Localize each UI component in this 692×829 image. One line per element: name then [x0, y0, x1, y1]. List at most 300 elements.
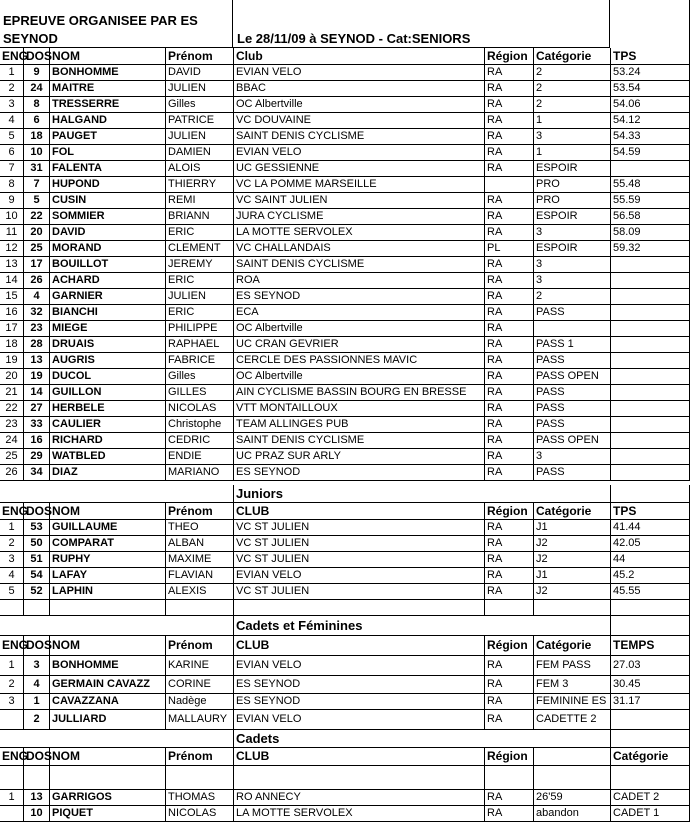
- result-row-herbele: [0, 401, 692, 417]
- section-title-row: [0, 730, 692, 748]
- column-header: Catégorie: [534, 48, 611, 65]
- column-header: NOM: [50, 48, 166, 65]
- cell-3: Gilles: [166, 97, 234, 113]
- result-row-cavazzana: [0, 694, 692, 710]
- cell-0: 18: [0, 337, 24, 353]
- cell-7: 56.58: [611, 209, 690, 225]
- cell-3: JULIEN: [166, 129, 234, 145]
- result-row-laphin: [0, 584, 692, 600]
- cell-5: RA: [485, 193, 534, 209]
- column-header: Prénom: [166, 503, 234, 520]
- cell-2: WATBLED: [50, 449, 166, 465]
- cell-3: THOMAS: [166, 790, 234, 806]
- cell-7: 54.06: [611, 97, 690, 113]
- cell-0: 22: [0, 401, 24, 417]
- column-header: ENG: [0, 748, 24, 766]
- cell-6: FEM PASS: [534, 656, 611, 676]
- result-row-augris: [0, 353, 692, 369]
- cell-6: J2: [534, 536, 611, 552]
- section-title: Juniors: [234, 485, 611, 503]
- cell-6: 3: [534, 129, 611, 145]
- cell-0: 19: [0, 353, 24, 369]
- cell-1: 22: [24, 209, 50, 225]
- cell-4: OC Albertville: [234, 321, 485, 337]
- cell-6: ESPOIR: [534, 209, 611, 225]
- cell-1: 13: [24, 353, 50, 369]
- cell-4: VC ST JULIEN: [234, 584, 485, 600]
- column-header: DOS: [24, 748, 50, 766]
- cell-0: [0, 710, 24, 730]
- column-header: Prénom: [166, 48, 234, 65]
- cell-2: GUILLON: [50, 385, 166, 401]
- empty-cell: [0, 600, 24, 616]
- result-row-bonhomme: [0, 65, 692, 81]
- cell-1: 19: [24, 369, 50, 385]
- empty-cell: [0, 616, 234, 636]
- cell-5: RA: [485, 209, 534, 225]
- cell-4: ES SEYNOD: [234, 676, 485, 694]
- cell-4: TEAM ALLINGES PUB: [234, 417, 485, 433]
- cell-2: LAPHIN: [50, 584, 166, 600]
- cell-2: FOL: [50, 145, 166, 161]
- cell-0: 2: [0, 676, 24, 694]
- cell-6: FEMININE ES: [534, 694, 611, 710]
- cell-3: CORINE: [166, 676, 234, 694]
- cell-3: CLEMENT: [166, 241, 234, 257]
- cell-4: EVIAN VELO: [234, 656, 485, 676]
- cell-2: MAITRE: [50, 81, 166, 97]
- cell-3: ALEXIS: [166, 584, 234, 600]
- cell-3: NICOLAS: [166, 401, 234, 417]
- cell-4: LA MOTTE SERVOLEX: [234, 225, 485, 241]
- cell-3: NICOLAS: [166, 806, 234, 822]
- cell-5: RA: [485, 129, 534, 145]
- cell-2: SOMMIER: [50, 209, 166, 225]
- cell-1: 52: [24, 584, 50, 600]
- cell-2: LAFAY: [50, 568, 166, 584]
- cell-3: JULIEN: [166, 289, 234, 305]
- cell-4: JURA CYCLISME: [234, 209, 485, 225]
- cell-5: PL: [485, 241, 534, 257]
- cell-3: THEO: [166, 520, 234, 536]
- column-header: DOS: [26, 504, 53, 518]
- cell-1: 16: [24, 433, 50, 449]
- cell-5: RA: [485, 584, 534, 600]
- cell-6: CADETTE 2: [534, 710, 611, 730]
- cell-5: RA: [485, 694, 534, 710]
- cell-6: PASS: [534, 465, 611, 481]
- organizer-line-2: SEYNOD: [3, 31, 58, 46]
- cell-7: [611, 385, 690, 401]
- cell-4: UC PRAZ SUR ARLY: [234, 449, 485, 465]
- result-row-garrigos: [0, 790, 692, 806]
- result-row-bonhomme: [0, 656, 692, 676]
- cell-6: PASS 1: [534, 337, 611, 353]
- cell-1: 33: [24, 417, 50, 433]
- cell-6: 2: [534, 97, 611, 113]
- cell-4: AIN CYCLISME BASSIN BOURG EN BRESSE: [234, 385, 485, 401]
- result-row-tresserre: [0, 97, 692, 113]
- cell-3: ERIC: [166, 225, 234, 241]
- result-row-bouillot: [0, 257, 692, 273]
- cell-7: [611, 353, 690, 369]
- cell-4: EVIAN VELO: [234, 710, 485, 730]
- cell-7: [611, 161, 690, 177]
- cell-6: J2: [534, 584, 611, 600]
- cell-7: [611, 417, 690, 433]
- cell-4: BBAC: [234, 81, 485, 97]
- cell-0: 15: [0, 289, 24, 305]
- result-row-halgand: [0, 113, 692, 129]
- cell-1: 5: [24, 193, 50, 209]
- cell-2: BOUILLOT: [50, 257, 166, 273]
- cell-1: 20: [24, 225, 50, 241]
- cell-0: 1: [0, 65, 24, 81]
- cell-6: 2: [534, 81, 611, 97]
- cell-3: ALOIS: [166, 161, 234, 177]
- cell-4: VC CHALLANDAIS: [234, 241, 485, 257]
- result-row-julliard: [0, 710, 692, 730]
- cell-6: [534, 321, 611, 337]
- empty-cell: [0, 730, 234, 748]
- result-row-germain-cavazz: [0, 676, 692, 694]
- empty-cell: [24, 766, 50, 790]
- header-row: [0, 636, 692, 656]
- cell-5: RA: [485, 97, 534, 113]
- cell-6: 2: [534, 65, 611, 81]
- cell-2: PAUGET: [50, 129, 166, 145]
- cell-2: CAVAZZANA: [50, 694, 166, 710]
- cell-7: CADET 1: [611, 806, 690, 822]
- result-row-guillaume: [0, 520, 692, 536]
- cell-7: [611, 401, 690, 417]
- cell-7: 55.59: [611, 193, 690, 209]
- column-header: Prénom: [166, 636, 234, 656]
- cell-0: 2: [0, 536, 24, 552]
- cell-6: PRO: [534, 177, 611, 193]
- column-header: Catégorie: [534, 503, 611, 520]
- cell-5: RA: [485, 465, 534, 481]
- cell-4: VC ST JULIEN: [234, 520, 485, 536]
- cell-4: OC Albertville: [234, 369, 485, 385]
- cell-3: BRIANN: [166, 209, 234, 225]
- result-row-cusin: [0, 193, 692, 209]
- cell-6: PASS OPEN: [534, 369, 611, 385]
- result-row-comparat: [0, 536, 692, 552]
- cell-3: PHILIPPE: [166, 321, 234, 337]
- empty-cell: [485, 766, 534, 790]
- cell-3: MALLAURY: [166, 710, 234, 730]
- cell-7: [611, 369, 690, 385]
- cell-1: 51: [24, 552, 50, 568]
- empty-cell: [0, 485, 234, 503]
- cell-1: 32: [24, 305, 50, 321]
- empty-cell: [166, 600, 234, 616]
- cell-2: BONHOMME: [50, 65, 166, 81]
- section-title: Cadets: [234, 730, 611, 748]
- empty-row: [0, 600, 692, 616]
- result-row-guillon: [0, 385, 692, 401]
- cell-1: 17: [24, 257, 50, 273]
- column-header: Région: [485, 748, 534, 766]
- cell-2: BONHOMME: [50, 656, 166, 676]
- cell-6: PASS: [534, 305, 611, 321]
- cell-0: [0, 806, 24, 822]
- cell-1: 28: [24, 337, 50, 353]
- cell-7: 58.09: [611, 225, 690, 241]
- header-row: [0, 503, 692, 520]
- empty-cell: [611, 600, 690, 616]
- cell-1: 6: [24, 113, 50, 129]
- result-row-piquet: [0, 806, 692, 822]
- empty-cell: [611, 485, 690, 503]
- cell-1: 8: [24, 97, 50, 113]
- cell-5: RA: [485, 273, 534, 289]
- cell-5: RA: [485, 385, 534, 401]
- cell-3: RAPHAEL: [166, 337, 234, 353]
- result-row-bianchi: [0, 305, 692, 321]
- cell-3: MAXIME: [166, 552, 234, 568]
- column-header: Prénom: [166, 748, 234, 766]
- cell-0: 5: [0, 129, 24, 145]
- cell-5: RA: [485, 401, 534, 417]
- empty-cell: [50, 766, 166, 790]
- empty-cell: [611, 730, 690, 748]
- cell-5: RA: [485, 321, 534, 337]
- cell-3: ENDIE: [166, 449, 234, 465]
- cell-3: ERIC: [166, 273, 234, 289]
- result-row-achard: [0, 273, 692, 289]
- cell-5: RA: [485, 552, 534, 568]
- cell-7: [611, 337, 690, 353]
- cell-4: ROA: [234, 273, 485, 289]
- column-header: Région: [485, 503, 534, 520]
- column-header: TEMPS: [611, 636, 690, 656]
- cell-6: 3: [534, 225, 611, 241]
- empty-cell: [485, 600, 534, 616]
- cell-7: [611, 321, 690, 337]
- cell-1: 29: [24, 449, 50, 465]
- cell-4: RO ANNECY: [234, 790, 485, 806]
- cell-3: Christophe: [166, 417, 234, 433]
- empty-cell: [534, 600, 611, 616]
- cell-0: 13: [0, 257, 24, 273]
- cell-0: 4: [0, 113, 24, 129]
- cell-3: Nadège: [166, 694, 234, 710]
- cell-1: 34: [24, 465, 50, 481]
- cell-0: 17: [0, 321, 24, 337]
- cell-5: RA: [485, 81, 534, 97]
- section-title-row: [0, 616, 692, 636]
- cell-5: RA: [485, 806, 534, 822]
- cell-2: DRUAIS: [50, 337, 166, 353]
- cell-5: RA: [485, 289, 534, 305]
- empty-cell: [611, 616, 690, 636]
- cell-2: HUPOND: [50, 177, 166, 193]
- cell-4: SAINT DENIS CYCLISME: [234, 129, 485, 145]
- result-row-lafay: [0, 568, 692, 584]
- cell-7: 59.32: [611, 241, 690, 257]
- cell-7: 54.59: [611, 145, 690, 161]
- cell-0: 8: [0, 177, 24, 193]
- cell-2: MIEGE: [50, 321, 166, 337]
- column-header: Catégorie: [611, 748, 690, 766]
- column-header: ENG: [2, 504, 29, 518]
- cell-7: [611, 305, 690, 321]
- cell-4: VC DOUVAINE: [234, 113, 485, 129]
- cell-6: J1: [534, 568, 611, 584]
- cell-7: 45.55: [611, 584, 690, 600]
- column-header: Région: [485, 636, 534, 656]
- cell-5: RA: [485, 353, 534, 369]
- cell-1: 9: [24, 65, 50, 81]
- cell-6: 1: [534, 145, 611, 161]
- cell-3: THIERRY: [166, 177, 234, 193]
- cell-7: 54.33: [611, 129, 690, 145]
- empty-cell: [534, 766, 611, 790]
- cell-1: 2: [24, 710, 50, 730]
- cell-6: 3: [534, 273, 611, 289]
- cell-5: RA: [485, 369, 534, 385]
- cell-4: ES SEYNOD: [234, 465, 485, 481]
- cell-4: ECA: [234, 305, 485, 321]
- cell-6: J1: [534, 520, 611, 536]
- column-header: Catégorie: [534, 636, 611, 656]
- cell-4: ES SEYNOD: [234, 289, 485, 305]
- cell-0: 21: [0, 385, 24, 401]
- empty-cell: [611, 766, 690, 790]
- cell-4: VC LA POMME MARSEILLE: [234, 177, 485, 193]
- cell-1: 4: [24, 676, 50, 694]
- cell-7: 55.48: [611, 177, 690, 193]
- cell-2: DUCOL: [50, 369, 166, 385]
- cell-0: 5: [0, 584, 24, 600]
- cell-2: GERMAIN CAVAZZ: [50, 676, 166, 694]
- cell-1: 26: [24, 273, 50, 289]
- result-row-maitre: [0, 81, 692, 97]
- cell-1: 24: [24, 81, 50, 97]
- cell-6: FEM 3: [534, 676, 611, 694]
- cell-4: EVIAN VELO: [234, 145, 485, 161]
- cell-4: VC SAINT JULIEN: [234, 193, 485, 209]
- cell-6: PASS: [534, 401, 611, 417]
- column-header: TPS: [611, 48, 690, 65]
- cell-1: 18: [24, 129, 50, 145]
- column-header: TPS: [611, 503, 690, 520]
- cell-0: 11: [0, 225, 24, 241]
- empty-cell: [50, 600, 166, 616]
- result-row-garnier: [0, 289, 692, 305]
- result-row-fol: [0, 145, 692, 161]
- cell-0: 12: [0, 241, 24, 257]
- cell-1: 23: [24, 321, 50, 337]
- cell-2: GARRIGOS: [50, 790, 166, 806]
- cell-6: 1: [534, 113, 611, 129]
- cell-3: DAVID: [166, 65, 234, 81]
- cell-5: RA: [485, 536, 534, 552]
- cell-0: 7: [0, 161, 24, 177]
- result-row-druais: [0, 337, 692, 353]
- cell-7: 42.05: [611, 536, 690, 552]
- cell-5: RA: [485, 433, 534, 449]
- cell-0: 4: [0, 568, 24, 584]
- cell-3: FABRICE: [166, 353, 234, 369]
- result-row-hupond: [0, 177, 692, 193]
- cell-5: RA: [485, 790, 534, 806]
- cell-2: CUSIN: [50, 193, 166, 209]
- cell-2: GUILLAUME: [50, 520, 166, 536]
- header-row: [0, 48, 692, 65]
- cell-2: TRESSERRE: [50, 97, 166, 113]
- cell-5: RA: [485, 225, 534, 241]
- cell-2: DAVID: [50, 225, 166, 241]
- cell-1: 13: [24, 790, 50, 806]
- cell-2: PIQUET: [50, 806, 166, 822]
- cell-2: RUPHY: [50, 552, 166, 568]
- cell-7: 54.12: [611, 113, 690, 129]
- cell-5: RA: [485, 710, 534, 730]
- column-header: ENG: [0, 636, 24, 656]
- cell-1: 53: [24, 520, 50, 536]
- cell-3: MARIANO: [166, 465, 234, 481]
- cell-4: EVIAN VELO: [234, 568, 485, 584]
- cell-0: 1: [0, 790, 24, 806]
- cell-1: 10: [24, 806, 50, 822]
- cell-3: PATRICE: [166, 113, 234, 129]
- cell-5: RA: [485, 449, 534, 465]
- cell-5: RA: [485, 337, 534, 353]
- cell-2: AUGRIS: [50, 353, 166, 369]
- cell-1: 54: [24, 568, 50, 584]
- cell-1: 50: [24, 536, 50, 552]
- cell-6: 3: [534, 449, 611, 465]
- empty-row: [0, 766, 692, 790]
- cell-3: CEDRIC: [166, 433, 234, 449]
- result-row-watbled: [0, 449, 692, 465]
- cell-0: 25: [0, 449, 24, 465]
- cell-7: 31.17: [611, 694, 690, 710]
- cell-2: HERBELE: [50, 401, 166, 417]
- cell-1: 7: [24, 177, 50, 193]
- cell-5: RA: [485, 161, 534, 177]
- cell-6: 3: [534, 257, 611, 273]
- cell-5: RA: [485, 568, 534, 584]
- cell-1: 3: [24, 656, 50, 676]
- header-separator: [609, 0, 610, 48]
- cell-5: RA: [485, 113, 534, 129]
- cell-2: CAULIER: [50, 417, 166, 433]
- result-row-ducol: [0, 369, 692, 385]
- empty-cell: [0, 766, 24, 790]
- cell-0: 9: [0, 193, 24, 209]
- cell-1: 14: [24, 385, 50, 401]
- cell-5: RA: [485, 145, 534, 161]
- cell-0: 20: [0, 369, 24, 385]
- cell-3: JEREMY: [166, 257, 234, 273]
- cell-0: 1: [0, 656, 24, 676]
- cell-5: RA: [485, 520, 534, 536]
- header-separator: [689, 0, 690, 48]
- cell-1: 1: [24, 694, 50, 710]
- cell-7: [611, 465, 690, 481]
- cell-0: 14: [0, 273, 24, 289]
- cell-3: ALBAN: [166, 536, 234, 552]
- cell-4: VC ST JULIEN: [234, 552, 485, 568]
- cell-7: 45.2: [611, 568, 690, 584]
- cell-7: 41.44: [611, 520, 690, 536]
- empty-cell: [234, 600, 485, 616]
- column-header: NOM: [50, 748, 166, 766]
